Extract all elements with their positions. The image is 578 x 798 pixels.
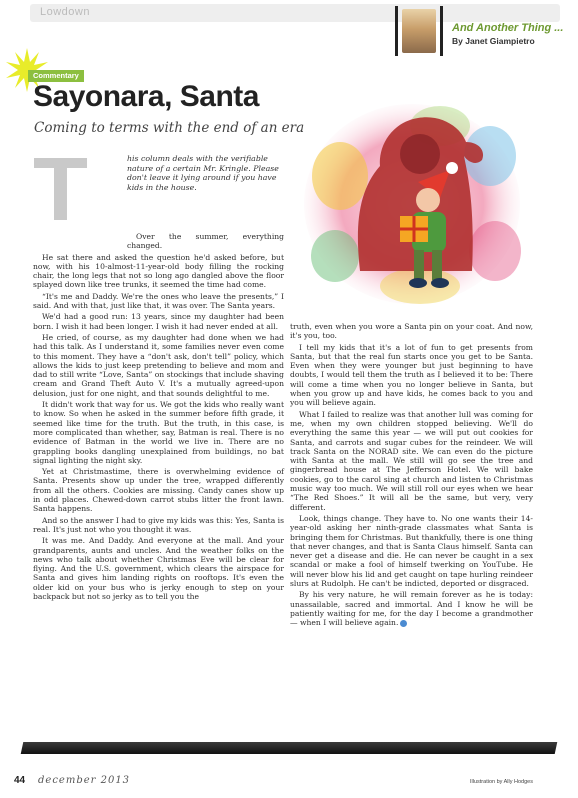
end-mark-icon <box>400 620 407 627</box>
paragraph: It was me. And Daddy. And everyone at the mall. And your grandparents, aunts and uncles. And the weather folks on the news who talk about whether Christmas Eve will be clear for flying. And the U.S. government, which clears the airspace for Santa and gives him landing rights on rooftops. It's even the older kid on your bus who is jerky enough to step on your backpack but not so jerky as to tell you the <box>33 536 284 601</box>
illustration-credit: Illustration by Ally Hodges <box>470 779 533 785</box>
paragraph: He cried, of course, as my daughter had done when we had had this talk. As I understand it, some families never even come to this moment. They have a “don't ask, don't tell” policy, which allows the kids to just keep pretending to believe and mom and dad to still write “Love, Santa” on stockings that include shaving cream and Grand Theft Auto V. It's a mutually agreed-upon delusion, just for one night, and that sounds delightful to me. <box>33 332 284 398</box>
paragraph: What I failed to realize was that another lull was coming for me, when my own children stopped believing. We'll do everything the same this year — we will put out cookies for Santa, and carrots and sugar cubes for the reindeer. We will track Santa on the NORAD site. We can even do the picture with Santa at the mall. We still will go see the tree and gingerbread house at The Jefferson Hotel. We will bake cookies, go to the carol sing at church and listen to Christmas music way too much. We will still roll our eyes when we hear “The Red Shoes.” It will all be the same, but very, very different. <box>290 409 533 512</box>
paragraph: And so the answer I had to give my kids was this: Yes, Santa is real. It's just not who you thought it was. <box>33 515 284 534</box>
drop-cap: T <box>33 140 88 240</box>
commentary-tag: Commentary <box>28 70 84 82</box>
issue-date: december 2013 <box>38 775 131 786</box>
paragraph: Look, things change. They have to. No one wants their 14-year-old asking her ninth-grade classmates what Santa is bringing them for Christmas. But thankfully, there is one thing that never changes, and that is Santa Claus himself. Santa can never get a disease and die. He can never be caught in a sex scandal or make a fool of himself twerking on YouTube. He will never blow his lid and get caught on tape hurling reindeer slurs at Rudolph. He can't be indicted, deported or disgraced. <box>290 513 533 589</box>
section-label: Lowdown <box>40 6 90 18</box>
header-band <box>30 4 560 22</box>
text-column-right <box>290 322 533 630</box>
author-photo <box>402 9 436 53</box>
author-photo-frame <box>395 6 443 56</box>
intro-text: his column deals with the verifiable nature of a certain Mr. Kringle. Please don't leave it lying around if you have kids in the house. <box>127 154 279 192</box>
paragraph: We'd had a good run: 13 years, since my daughter had been born. I wish it had been longer. I wish it had never ended at all. <box>33 312 284 331</box>
paragraph: It didn't work that way for us. We got the kids who really want to know. So when he asked in the summer before fifth grade, it seemed like time for the truth. But the truth, in this case, is more complicated than whether, say, Batman is real. There is no evidence of Batman in the world we live in. There are no grappling books dangling unexplained from buildings, no bat signal lighting the night sky. <box>33 400 284 465</box>
headline: Sayonara, Santa <box>33 80 259 113</box>
page-number: 44 <box>14 775 26 786</box>
paragraph: Yet at Christmastime, there is overwhelming evidence of Santa. Presents show up under the tree, wrapped differently from all the others. Cookies are missing. Candy canes show up in odd places. Chewed-down carrot stubs litter the front lawn. Santa happens. <box>33 467 284 514</box>
byline: By Janet Giampietro <box>452 36 535 46</box>
subhead: Coming to terms with the end of an era <box>34 120 305 136</box>
paragraph <box>290 590 533 627</box>
paragraph: I tell my kids that it's a lot of fun to get presents from Santa, but that the real fun starts once you get to be Santa. Even when they were younger but just beginning to have doubts, I would tell them the truth as I believed it to be: There will come a time when you no longer believe in Santa, but when you grow up and have kids, he comes back to you and you will believe again. <box>290 342 533 408</box>
paragraph: Over the summer, everything changed. <box>127 232 284 251</box>
intro-block <box>33 140 284 240</box>
paragraph-text: By his very nature, he will remain forever as he is today: unassailable, sacred and immortal. And I know he will be patiently waiting for me, for the day I become a grandmother — when I will believe again. <box>290 590 533 628</box>
santa-illustration <box>300 86 525 311</box>
paragraph: “It's me and Daddy. We're the ones who leave the presents,” I said. And with that, just like that, it was over. The Santa years. <box>33 291 284 311</box>
footer-bar <box>21 742 558 754</box>
column-title: And Another Thing ... <box>452 22 564 34</box>
paragraph: truth, even when you wore a Santa pin on your coat. And now, it's you, too. <box>290 322 533 341</box>
text-column-left <box>33 140 284 603</box>
paragraph: He sat there and asked the question he'd asked before, but now, with his 10-almost-11-year-old body filling the rocking chair, the long legs that not so long ago dangled above the floor splayed down like tree trunks, it seemed the time had come. <box>33 252 284 290</box>
